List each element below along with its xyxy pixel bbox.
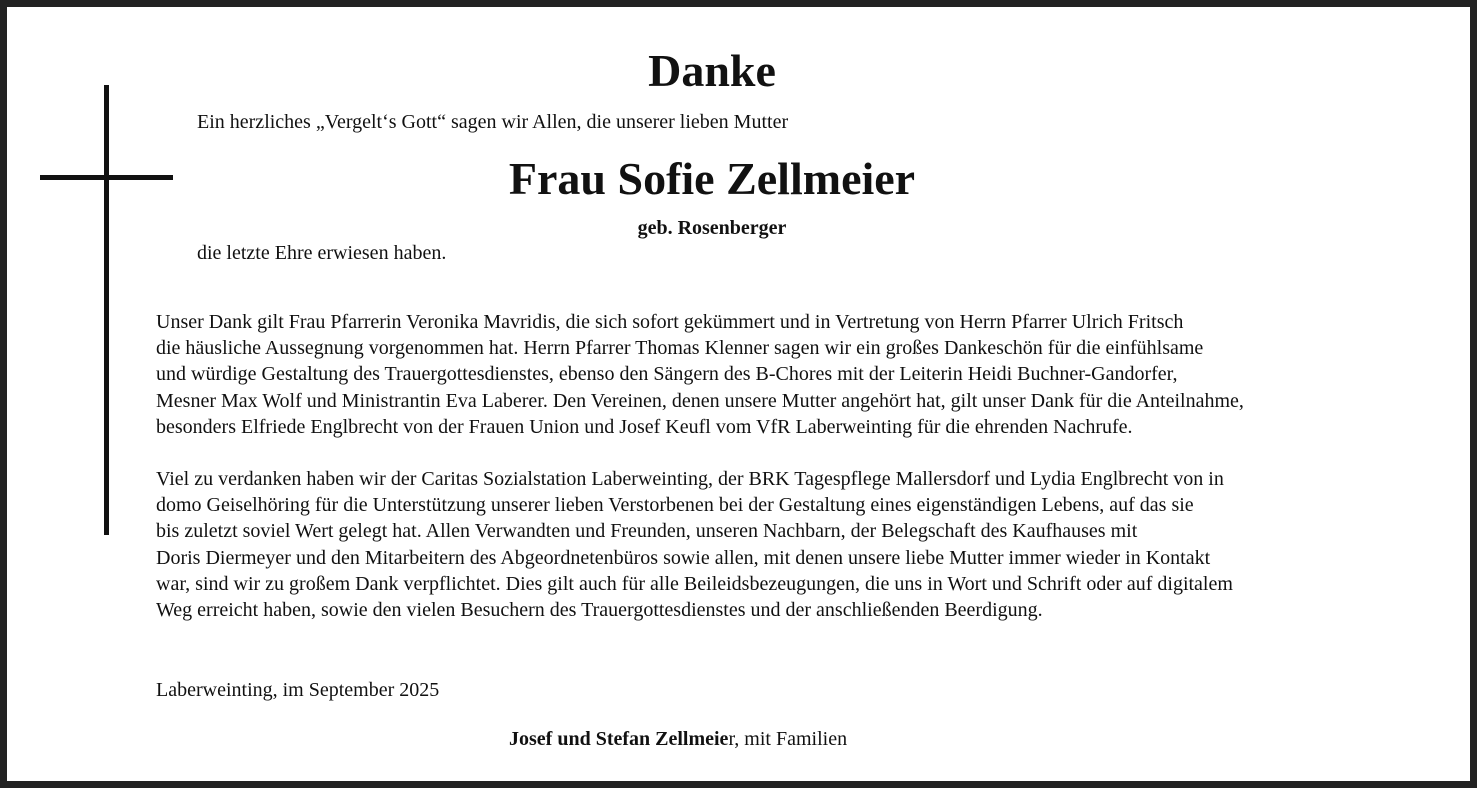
maiden-name: geb. Rosenberger xyxy=(637,217,787,239)
paragraph-line: war, sind wir zu großem Dank verpflichtet. Dies gilt auch für alle Beileidsbezeugungen, die uns in Wort und Schrift oder auf digitalem xyxy=(156,572,1233,595)
signature xyxy=(509,726,847,752)
paragraph-line: Viel zu verdanken haben wir der Caritas Sozialstation Laberweinting, der BRK Tagespflege Mallersdorf und Lydia Englbrecht von in xyxy=(156,468,1224,490)
signature-names: Josef und Stefan Zellmeie xyxy=(509,728,729,750)
intro-line: Ein herzliches „Vergelt‘s Gott“ sagen wir Allen, die unserer lieben Mutter xyxy=(197,111,789,133)
thanks-paragraph-2 xyxy=(156,466,1456,623)
paragraph-line: Weg erreicht haben, sowie den vielen Besuchern des Trauergottesdienstes und der anschließenden Beerdigung. xyxy=(156,599,1043,622)
signature-suffix: r, mit Familien xyxy=(728,728,848,750)
paragraph-line: domo Geiselhöring für die Unterstützung unserer lieben Verstorbenen bei der Gestaltung eines eigenständigen Lebens, auf das sie xyxy=(156,494,1194,517)
place-date: Laberweinting, im September 2025 xyxy=(156,679,440,701)
deceased-name: Frau Sofie Zellmeier xyxy=(508,153,916,204)
paragraph-line: die häusliche Aussegnung vorgenommen hat. Herrn Pfarrer Thomas Klenner sagen wir ein großes Dankeschön für die einfühlsame xyxy=(156,337,1204,360)
paragraph-line: bis zuletzt soviel Wert gelegt hat. Allen Verwandten und Freunden, unseren Nachbarn, der Belegschaft des Kaufhauses mit xyxy=(156,520,1138,543)
paragraph-line: Doris Diermeyer und den Mitarbeitern des Abgeordnetenbüros sowie allen, mit denen unsere liebe Mutter immer wieder in Kontakt xyxy=(156,546,1211,569)
thanks-paragraph-1 xyxy=(156,309,1456,440)
paragraph-line: Unser Dank gilt Frau Pfarrerin Veronika Mavridis, die sich sofort gekümmert und in Vertretung von Herrn Pfarrer Ulrich Fritsch xyxy=(156,311,1184,333)
notice-title: Danke xyxy=(648,45,776,96)
paragraph-line: besonders Elfriede Englbrecht von der Frauen Union und Josef Keufl vom VfR Laberweinting für die ehrenden Nachrufe. xyxy=(156,415,1133,438)
paragraph-line: Mesner Max Wolf und Ministrantin Eva Laberer. Den Vereinen, denen unsere Mutter angehört hat, gilt unser Dank für die Anteilnahme, xyxy=(156,389,1244,412)
honor-line: die letzte Ehre erwiesen haben. xyxy=(197,242,447,264)
paragraph-line: und würdige Gestaltung des Trauergottesdienstes, ebenso den Sängern des B-Chores mit der Leiterin Heidi Buchner-Gandorfer, xyxy=(156,363,1178,386)
